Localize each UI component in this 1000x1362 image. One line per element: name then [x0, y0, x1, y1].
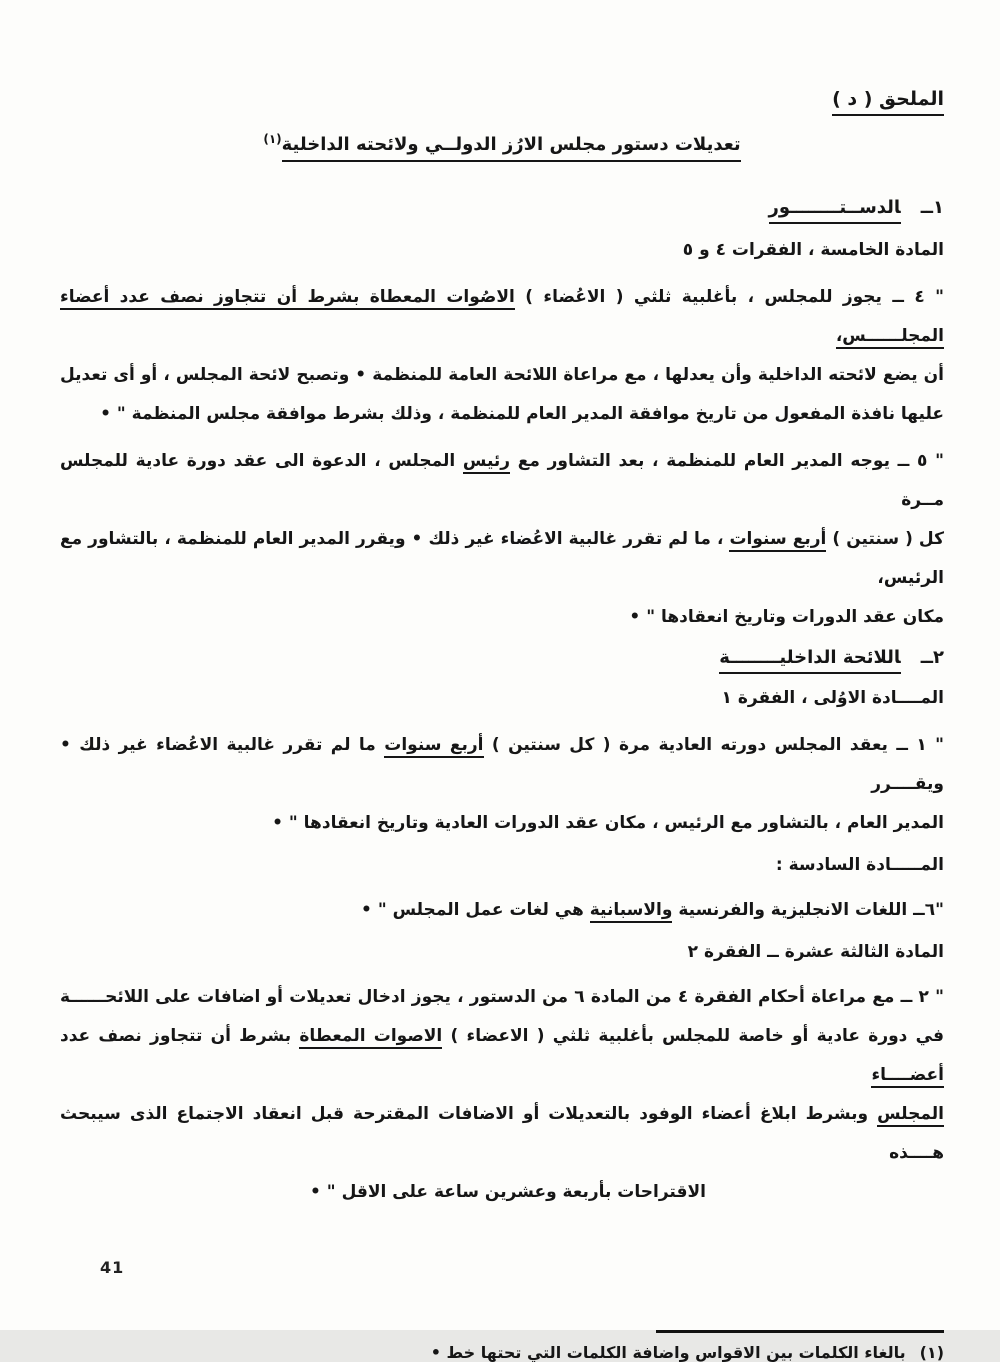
text-segment: المدير العام ، بالتشاور مع الرئيس ، مكان عقد الدورات العادية وتاريخ انعقادها " •: [272, 813, 944, 833]
footnote-text: بالغاء الكلمات بين الاقواس واضافة الكلمات التي تحتها خط •: [430, 1343, 906, 1362]
text-line: [60, 1095, 944, 1173]
appendix-label-text: الملحق ( د ): [832, 88, 944, 116]
text-segment: "٦ــ اللغات الانجليزية والفرنسية: [672, 900, 944, 920]
text-segment: مكان عقد الدورات وتاريخ انعقادها " •: [629, 607, 944, 627]
text-segment: بشرط أن تتجاوز نصف عدد: [60, 1026, 300, 1046]
text-segment: كل ( سنتين ): [826, 529, 944, 549]
underlined-text-segment: أربع سنوات: [729, 529, 826, 552]
paragraph-2: [60, 978, 944, 1212]
text-line: [60, 278, 944, 356]
text-segment: " ٢ ــ مع مراعاة أحكام الفقرة ٤ من المادة ٦ من الدستور ، يجوز ادخال تعديلات أو اضافات على اللائحــــــة: [60, 987, 944, 1007]
section-2-heading: [60, 647, 944, 668]
underlined-text-segment: رئيس: [463, 451, 510, 474]
text-segment: " ١ ــ يعقد المجلس دورته العادية مرة ( كل سنتين ): [483, 735, 945, 755]
section-1-title: الدســتــــــــور: [769, 197, 901, 224]
article-6-heading: المـــــادة السادسة :: [775, 855, 944, 875]
text-segment: هي لغات عمل المجلس " •: [361, 900, 590, 920]
document-title-text: تعديلات دستور مجلس الارُز الدولــي ولائحته الداخلية: [282, 134, 741, 162]
underlined-text-segment: أعضــــاء: [871, 1065, 944, 1088]
paragraph-6: [60, 891, 944, 930]
text-segment: " ٥ ــ يوجه المدير العام للمنظمة ، بعد التشاور مع: [510, 451, 944, 471]
text-line: [60, 598, 944, 637]
text-line: [60, 804, 944, 843]
underlined-text-segment: أربع سنوات: [384, 735, 483, 758]
text-segment: الاقتراحات بأربعة وعشرين ساعة على الاقل " •: [310, 1182, 706, 1202]
footnote-divider: [656, 1330, 944, 1333]
section-1-number: ١ــ: [920, 197, 944, 218]
text-line: [60, 726, 944, 804]
text-segment: " ٤ ــ يجوز للمجلس ، بأغلبية ثلثي ( الاعُضاء ): [514, 287, 945, 307]
footnote: [60, 1343, 944, 1362]
section-1-heading: [60, 197, 944, 218]
paragraph-5: [60, 442, 944, 637]
underlined-text-segment: الاصُوات المعطاة بشرط أن تتجاوز نصف عدد أعضاء المجلــــــس،: [60, 287, 944, 349]
underlined-text-segment: المجلس: [877, 1104, 944, 1127]
text-segment: عليها نافذة المفعول من تاريخ موافقة المدير العام للمنظمة ، وذلك بشرط موافقة مجلس المنظمة " •: [100, 404, 944, 424]
text-line: [60, 356, 944, 395]
article-5-heading: المادة الخامسة ، الفقرات ٤ و ٥: [682, 240, 944, 260]
appendix-label: [60, 88, 944, 110]
section-2-title: اللائحة الداخليــــــــة: [719, 647, 900, 674]
text-segment: في دورة عادية أو خاصة للمجلس بأغلبية ثلثي ( الاعضاء ): [442, 1026, 944, 1046]
text-line: [60, 442, 944, 520]
paragraph-1: [60, 726, 944, 843]
text-line: [60, 1017, 944, 1095]
text-segment: ، ما لم تقرر غالبية الاعُضاء غير ذلك • ويقرر المدير العام للمنظمة ، بالتشاور مع الرئيس،: [60, 529, 944, 588]
text-line: [60, 891, 944, 930]
text-line: [60, 1173, 706, 1212]
paragraph-4: [60, 278, 944, 434]
document-title: [60, 132, 944, 155]
footnote-marker: (١): [919, 1343, 944, 1362]
text-segment: ما لم تقرر غالبية الاعُضاء غير ذلك • ويقــــرر: [60, 735, 944, 794]
page-number: 41: [100, 1258, 125, 1277]
text-line: [60, 978, 944, 1017]
underlined-text-segment: والاسبانية: [590, 900, 673, 923]
text-line: [60, 520, 944, 598]
text-segment: المجلس ، الدعوة الى عقد دورة عادية للمجلس مــرة: [60, 451, 944, 510]
section-2-number: ٢ــ: [920, 647, 944, 668]
article-1-heading: المــــادة الاوُلى ، الفقرة ١: [721, 688, 944, 708]
title-footnote-ref: (١): [263, 132, 282, 146]
text-segment: وبشرط ابلاغ أعضاء الوفود بالتعديلات أو الاضافات المقترحة قبل انعقاد الاجتماع الذى سيبحث هــــذه: [60, 1104, 944, 1163]
text-segment: أن يضع لائحته الداخلية وأن يعدلها ، مع مراعاة اللائحة العامة للمنظمة • وتصبح لائحة المجلس ، أو أى تعديل: [60, 365, 944, 385]
text-line: [60, 395, 944, 434]
underlined-text-segment: الاصوات المعطاة: [299, 1026, 442, 1049]
article-13-heading: المادة الثالثة عشرة ــ الفقرة ٢: [687, 942, 944, 962]
